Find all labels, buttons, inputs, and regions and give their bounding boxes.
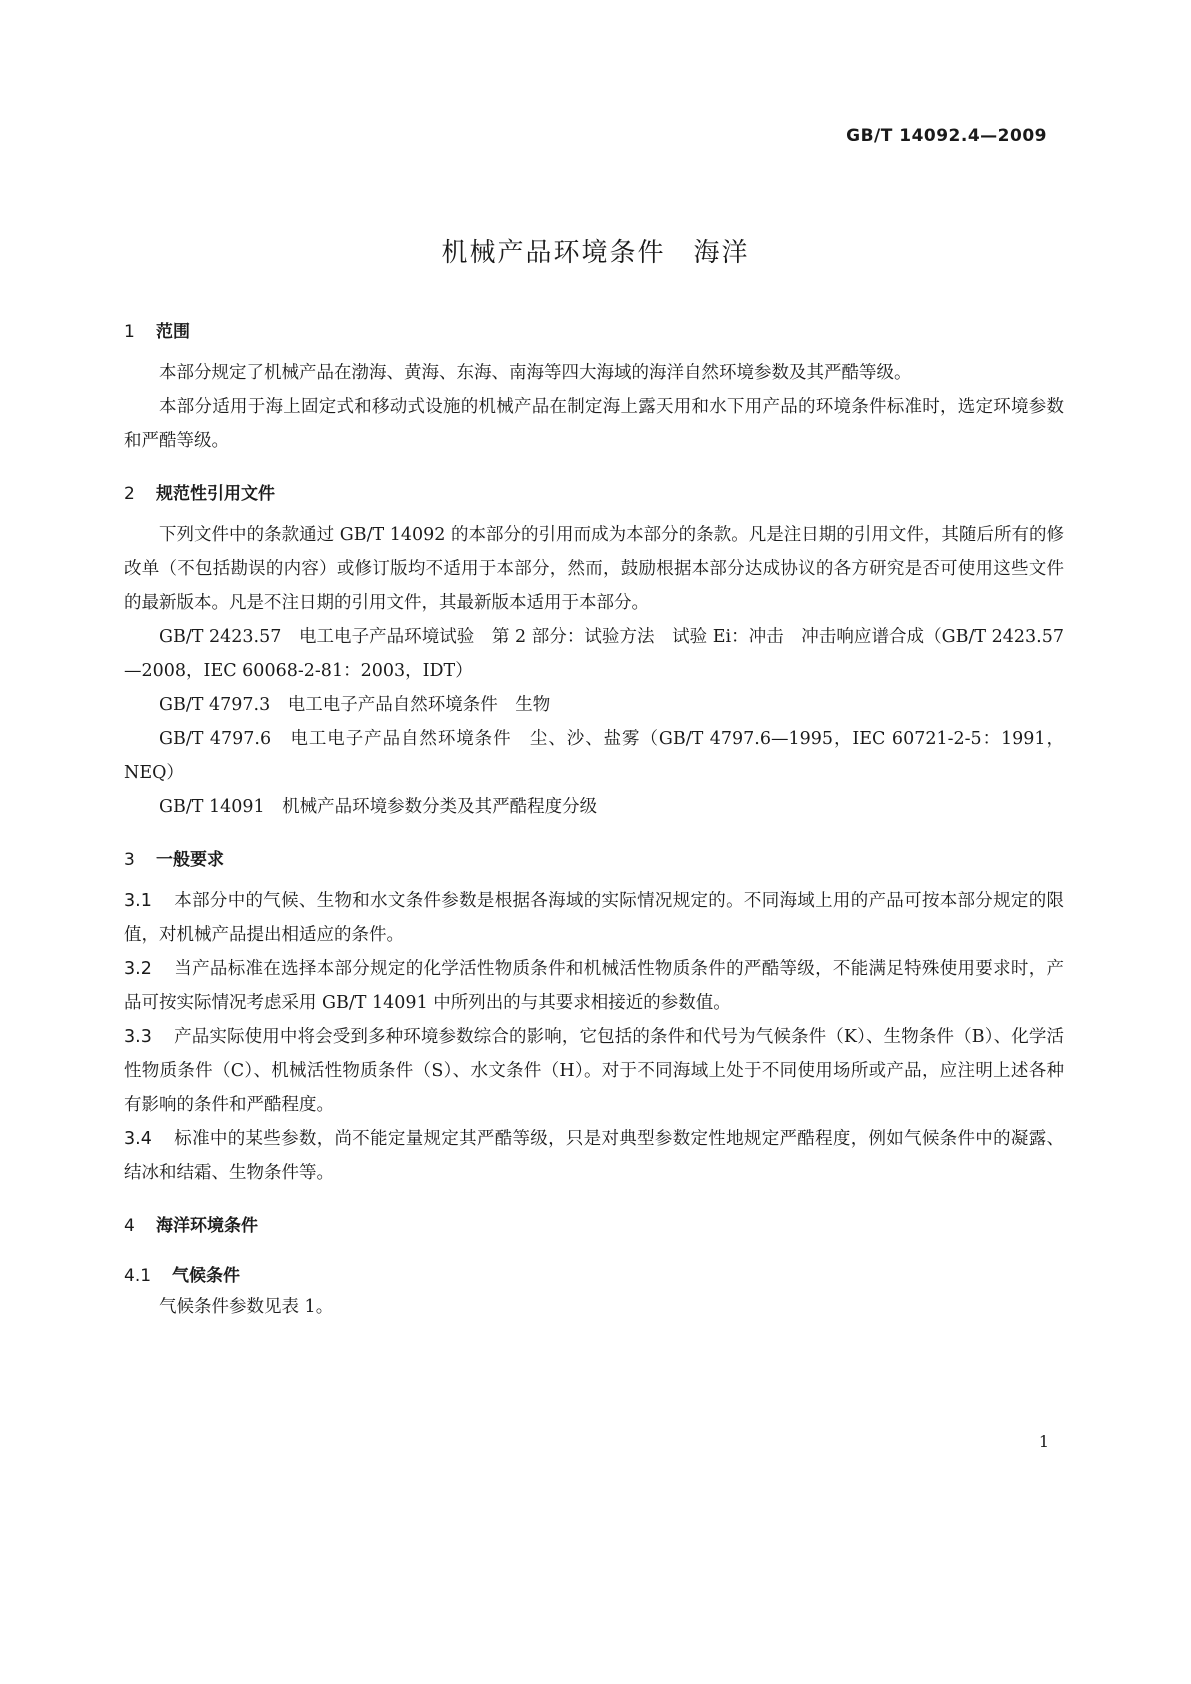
clause-text: 产品实际使用中将会受到多种环境参数综合的影响，它包括的条件和代号为气候条件（K）、生物条件（B）、化学活性物质条件（C）、机械活性物质条件（S）、水文条件（H）。对于不同海域上处于不同使用场所或产品，应注明上述各种有影响的条件和严酷程度。 [124,1027,1064,1115]
clause-number: 3.4 [124,1129,152,1149]
paragraph: 本部分适用于海上固定式和移动式设施的机械产品在制定海上露天用和水下用产品的环境条件标准时，选定环境参数和严酷等级。 [124,397,1064,451]
section-number: 2 [124,484,135,504]
paragraph: 下列文件中的条款通过 GB/T 14092 的本部分的引用而成为本部分的条款。凡是注日期的引用文件，其随后所有的修改单（不包括勘误的内容）或修订版均不适用于本部分，然而，鼓励根据本部分达成协议的各方研究是否可使用这些文件的最新版本。凡是不注日期的引用文件，其最新版本适用于本部分。 [124,525,1064,613]
section-title: 规范性引用文件 [156,484,275,504]
reference-item: GB/T 4797.6 电工电子产品自然环境条件 尘、沙、盐雾（GB/T 4797.6—1995，IEC 60721-2-5：1991，NEQ） [124,729,1064,783]
reference-item: GB/T 2423.57 电工电子产品环境试验 第 2 部分：试验方法 试验 Ei：冲击 冲击响应谱合成（GB/T 2423.57—2008，IEC 60068-2-81：2003，IDT） [124,627,1064,681]
page-number: 1 [1038,1432,1049,1451]
section-heading-marine-environment [124,1212,1064,1240]
reference-item: GB/T 4797.3 电工电子产品自然环境条件 生物 [159,695,551,715]
clause-number: 3.1 [124,891,152,911]
subsection-title: 气候条件 [172,1266,240,1286]
section-heading-scope [124,318,1064,346]
section-number: 4 [124,1216,135,1236]
clause-number: 3.3 [124,1027,152,1047]
section-title: 一般要求 [156,850,224,870]
clause [124,952,1064,1020]
section-heading-normative-references [124,480,1064,508]
clause [124,1122,1064,1190]
section-title: 海洋环境条件 [156,1216,258,1236]
section-title: 范围 [156,322,190,342]
document-title: 机械产品环境条件 海洋 [441,238,750,268]
document-body [124,318,1064,1324]
section-number: 1 [124,322,135,342]
reference-item: GB/T 14091 机械产品环境参数分类及其严酷程度分级 [159,797,598,817]
section-number: 3 [124,850,135,870]
clause-text: 当产品标准在选择本部分规定的化学活性物质条件和机械活性物质条件的严酷等级，不能满足特殊使用要求时，产品可按实际情况考虑采用 GB/T 14091 中所列出的与其要求相接近的参数值。 [124,959,1064,1013]
paragraph: 本部分规定了机械产品在渤海、黄海、东海、南海等四大海域的海洋自然环境参数及其严酷等级。 [159,363,912,383]
clause-text: 本部分中的气候、生物和水文条件参数是根据各海域的实际情况规定的。不同海域上用的产品可按本部分规定的限值，对机械产品提出相适应的条件。 [124,891,1064,945]
section-heading-general-requirements [124,846,1064,874]
clause [124,884,1064,952]
clause [124,1020,1064,1122]
subsection-heading-climate [124,1262,1064,1290]
clause-number: 3.2 [124,959,152,979]
clause-text: 标准中的某些参数，尚不能定量规定其严酷等级，只是对典型参数定性地规定严酷程度，例如气候条件中的凝露、结冰和结霜、生物条件等。 [124,1129,1064,1183]
paragraph: 气候条件参数见表 1。 [159,1297,334,1317]
subsection-number: 4.1 [124,1266,152,1286]
standard-code: GB/T 14092.4—2009 [846,126,1047,146]
